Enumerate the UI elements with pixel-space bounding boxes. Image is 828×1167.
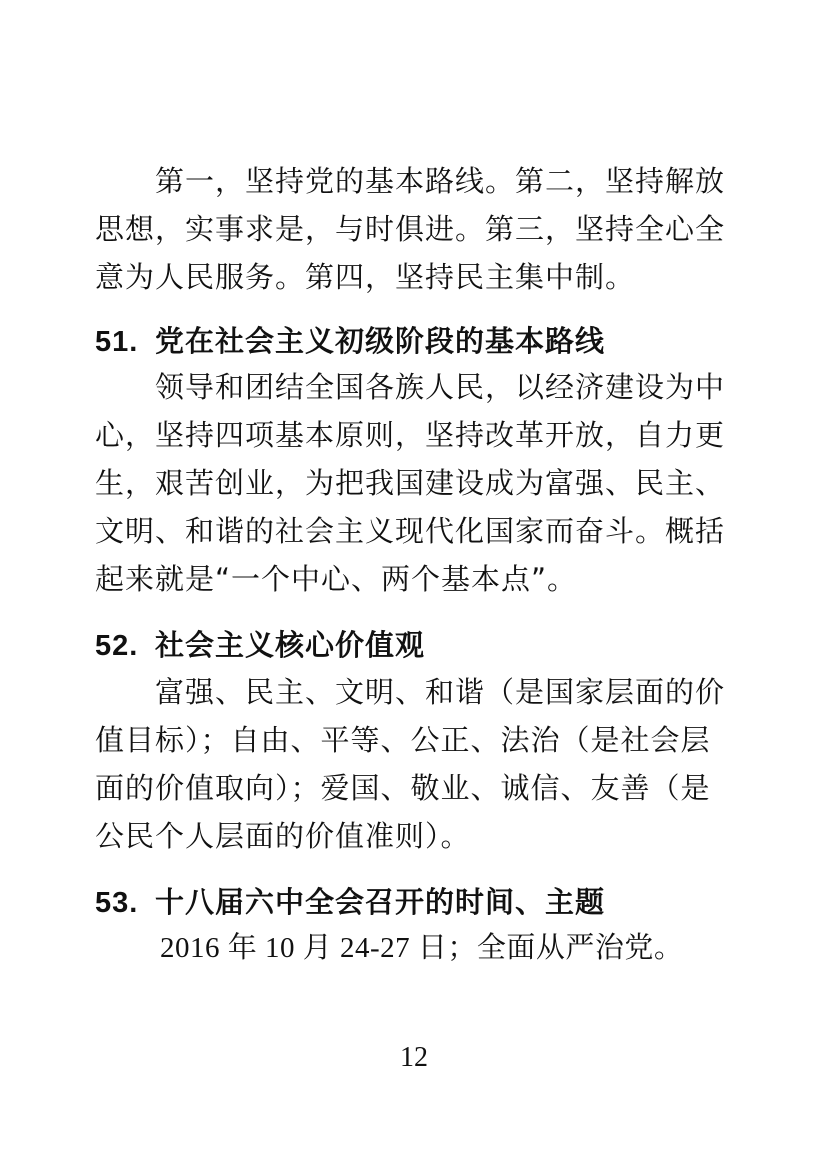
section-number: 53. [95, 887, 139, 919]
section-body-53: 2016 年 10 月 24-27 日；全面从严治党。 [160, 932, 684, 964]
section-body-51: 领导和团结全国各族人民，以经济建设为中心，坚持四项基本原则，坚持改革开放，自力更生，艰苦创业，为把我国建设成为富强、民主、文明、和谐的社会主义现代化国家而奋斗。概括起来就是“一个中心、两个基本点”。 [95, 370, 726, 596]
section-number: 52. [95, 630, 139, 662]
section-title: 社会主义核心价值观 [155, 628, 426, 662]
section-body-52: 富强、民主、文明、和谐（是国家层面的价值目标）；自由、平等、公正、法治（是社会层面的价值取向）；爱国、敬业、诚信、友善（是公民个人层面的价值准则）。 [95, 675, 726, 853]
section-heading-52 [95, 625, 755, 666]
page-number: 12 [400, 1042, 428, 1073]
section-heading-51 [95, 321, 755, 362]
section-title: 党在社会主义初级阶段的基本路线 [155, 324, 606, 358]
section-title: 十八届六中全会召开的时间、主题 [155, 885, 606, 919]
intro-paragraph: 第一，坚持党的基本路线。第二，坚持解放思想，实事求是，与时俱进。第三，坚持全心全意为人民服务。第四，坚持民主集中制。 [95, 164, 726, 294]
section-number: 51. [95, 326, 139, 358]
section-heading-53 [95, 882, 755, 923]
